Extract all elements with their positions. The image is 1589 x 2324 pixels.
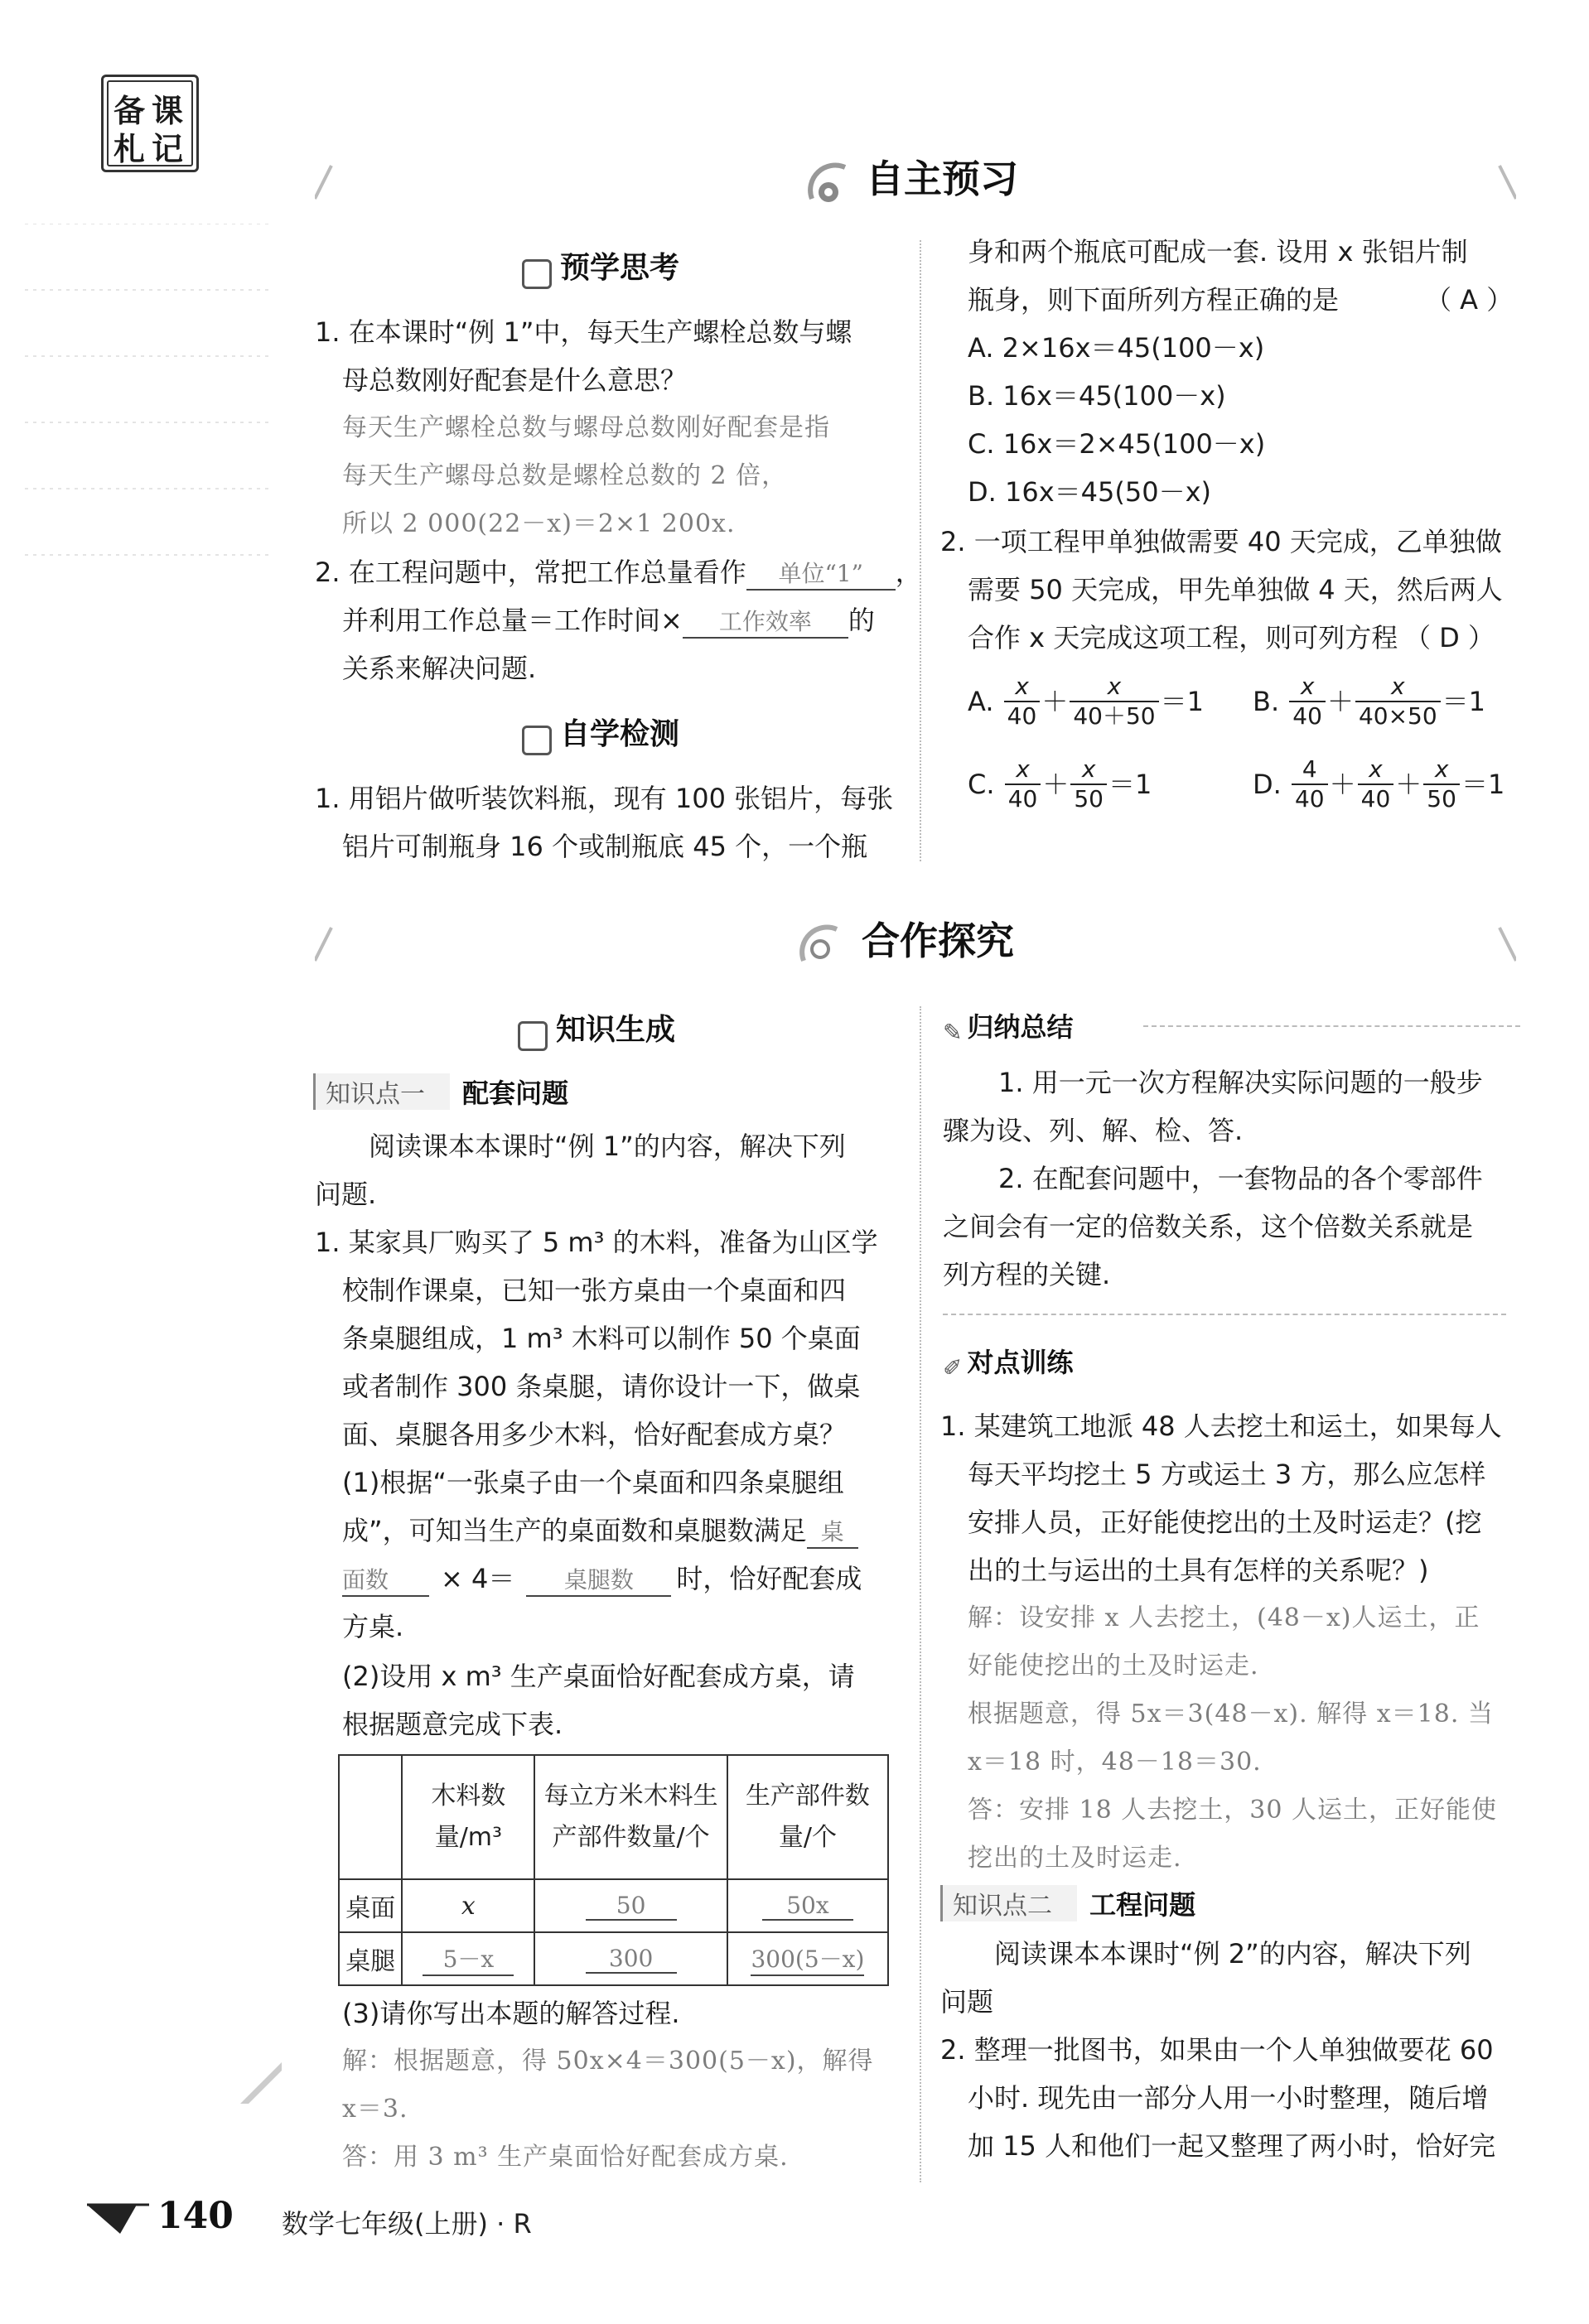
prestudy-q2-line2-text2: 的 <box>848 605 875 636</box>
kp1-p1-blank1a: 桌 <box>807 1517 858 1549</box>
fraction <box>1070 755 1107 813</box>
selfcheck-q1-answer: （ A ） <box>1425 284 1514 316</box>
numerator: x <box>1355 673 1441 702</box>
pencil-icon: ✎ <box>943 1019 963 1046</box>
kp1-intro-line1: 阅读课本本课时“例 1”的内容，解决下列 <box>369 1131 846 1162</box>
selfcheck-q1-line2: 铝片可制瓶身 16 个或制瓶底 45 个，一个瓶 <box>342 831 868 862</box>
stamp-logo <box>101 75 199 172</box>
denominator: 40 <box>1292 702 1322 730</box>
summary-heading-text: 归纳总结 <box>967 1011 1074 1043</box>
denominator: 40 <box>1007 702 1037 730</box>
kp1-p1-blank1b: 面数 <box>342 1565 429 1597</box>
kp1-intro-line2: 问题. <box>315 1179 377 1210</box>
stamp-char-1: 备 <box>114 93 146 129</box>
denominator: 50 <box>1427 785 1456 812</box>
fraction <box>1355 673 1441 730</box>
option-d-label: D. <box>1253 769 1282 800</box>
section1-title: 自主预习 <box>866 157 1018 201</box>
numerator: x <box>1358 755 1394 785</box>
selfcheck-heading <box>522 711 679 755</box>
training-q1-line3: 安排人员，正好能使挖出的土及时运走？(挖 <box>968 1507 1482 1538</box>
book-icon <box>522 259 552 289</box>
plus-sign: ＋ <box>1329 769 1356 800</box>
kp1-p3-ans2: x＝3. <box>342 2095 408 2124</box>
column-divider-2 <box>920 1006 921 2182</box>
section2-title: 合作探究 <box>862 919 1014 963</box>
kp1-p1-line3-text: × 4＝ <box>441 1563 515 1594</box>
option-b-label: B. <box>1253 686 1280 717</box>
equals-one: ＝1 <box>1160 686 1204 717</box>
kp1-p1-line2 <box>342 1507 858 1555</box>
prestudy-q1-line1: 1. 在本课时“例 1”中，每天生产螺栓总数与螺 <box>315 316 852 348</box>
book-title: 数学七年级(上册) · R <box>282 2208 532 2240</box>
kp1-p2-line2: 根据题意完成下表. <box>342 1709 563 1740</box>
kp1-q1-line5: 面、桌腿各用多少木料，恰好配套成方桌？ <box>342 1419 847 1450</box>
prestudy-a1-line3: 所以 2 000(22－x)＝2×1 200x. <box>342 509 736 538</box>
stamp-char-2: 课 <box>152 93 184 129</box>
knowledge-heading <box>518 1006 675 1051</box>
fraction <box>1070 673 1158 730</box>
fraction <box>1005 755 1041 813</box>
selfcheck-q1-line4: 瓶身，则下面所列方程正确的是 <box>968 284 1340 316</box>
fraction <box>1004 673 1041 730</box>
kp1-q1-line2: 校制作课桌，已知一张方桌由一个桌面和四 <box>342 1275 847 1306</box>
selfcheck-q2-option-b <box>1253 673 1485 730</box>
fraction <box>1358 755 1394 813</box>
prestudy-q2-blank1: 单位“1” <box>746 559 896 591</box>
kp1-p1-line1: (1)根据“一张桌子由一个桌面和四条桌腿组 <box>342 1467 844 1498</box>
selfcheck-q2-option-d <box>1253 755 1504 813</box>
pen-icon: ✐ <box>943 1354 963 1381</box>
parts-table <box>338 1754 889 1986</box>
kp1-p1-line2-text: 成”，可知当生产的桌面数和桌腿数满足 <box>342 1515 807 1546</box>
prestudy-q2-line1 <box>315 548 922 596</box>
numerator: x <box>1004 673 1041 702</box>
selfcheck-q2-line3: 合作 x 天完成这项工程，则可列方程 <box>968 622 1398 653</box>
equals-one: ＝1 <box>1442 686 1486 717</box>
plus-sign: ＋ <box>1395 769 1422 800</box>
kp1-label: 知识点一 <box>313 1073 450 1110</box>
summary-bottom-border <box>943 1314 1506 1315</box>
kp1-p1-blank2: 桌腿数 <box>526 1565 671 1597</box>
equals-one: ＝1 <box>1108 769 1152 800</box>
numerator: x <box>1070 755 1107 785</box>
kp1-q1-line3: 条桌腿组成，1 m³ 木料可以制作 50 个桌面 <box>342 1323 861 1354</box>
table-cell: 桌腿 <box>339 1932 402 1985</box>
denominator: 40 <box>1007 785 1038 812</box>
training-q1-line4: 出的土与运出的土具有怎样的关系呢？) <box>968 1555 1429 1586</box>
summary-p2-line3: 列方程的关键. <box>943 1259 1111 1290</box>
option-a-label: A. <box>968 686 994 717</box>
summary-p1-line1: 1. 用一元一次方程解决实际问题的一般步 <box>998 1067 1483 1098</box>
table-answer: 50x <box>762 1892 853 1921</box>
summary-top-border <box>1143 1025 1520 1027</box>
selfcheck-q2-answer: （ D ） <box>1404 622 1495 653</box>
summary-p2-line2: 之间会有一定的倍数关系，这个倍数关系就是 <box>943 1211 1474 1242</box>
selfcheck-q1-option-b: B. 16x＝45(100－x) <box>968 380 1226 412</box>
training-q1-line2: 每天平均挖土 5 方或运土 3 方，那么应怎样 <box>968 1459 1486 1490</box>
table-answer: 50 <box>586 1892 677 1921</box>
selfcheck-q2-option-c <box>968 755 1152 813</box>
table-header-cell <box>339 1755 402 1879</box>
kp1-q1-line1: 1. 某家具厂购买了 5 m³ 的木料，准备为山区学 <box>315 1227 878 1258</box>
column-divider-1 <box>920 240 921 861</box>
kp1-q1-line4: 或者制作 300 条桌腿，请你设计一下，做桌 <box>342 1371 861 1402</box>
selfcheck-q1-line1: 1. 用铝片做听装饮料瓶，现有 100 张铝片，每张 <box>315 783 894 814</box>
selfcheck-q2-option-a <box>968 673 1204 730</box>
training-q1-line1: 1. 某建筑工地派 48 人去挖土和运土，如果每人 <box>940 1410 1502 1442</box>
kp2-tag <box>940 1884 1195 1922</box>
prestudy-q1-line2: 母总数刚好配套是什么意思？ <box>342 364 688 396</box>
selfcheck-q2-line1: 2. 一项工程甲单独做需要 40 天完成，乙单独做 <box>940 526 1502 557</box>
numerator: x <box>1070 673 1158 702</box>
numerator: 4 <box>1292 755 1328 785</box>
fraction <box>1423 755 1460 813</box>
notebook-icon <box>518 1021 548 1051</box>
prestudy-a1-line2: 每天生产螺母总数是螺栓总数的 2 倍， <box>342 461 788 490</box>
kp2-q2-line2: 小时. 现先由一部分人用一小时整理，随后增 <box>968 2082 1489 2114</box>
kp2-q2-line1: 2. 整理一批图书，如果由一个人单独做要花 60 <box>940 2034 1494 2066</box>
selfcheck-q1-option-d: D. 16x＝45(50－x) <box>968 476 1211 508</box>
kp1-name: 配套问题 <box>462 1078 569 1109</box>
denominator: 40×50 <box>1358 702 1437 730</box>
table-cell <box>402 1932 534 1985</box>
prestudy-q2-text2: ， <box>895 557 922 588</box>
stamp-char-3: 札 <box>114 131 146 167</box>
training-heading-text: 对点训练 <box>967 1347 1074 1378</box>
selfcheck-heading-text: 自学检测 <box>560 717 680 751</box>
prestudy-q2-blank2: 工作效率 <box>683 607 848 639</box>
prestudy-q2-line2-text1: 并利用工作总量＝工作时间× <box>342 605 683 636</box>
selfcheck-q1-line3: 身和两个瓶底可配成一套. 设用 x 张铝片制 <box>968 236 1468 268</box>
plus-sign: ＋ <box>1042 769 1070 800</box>
table-cell <box>727 1932 888 1985</box>
plus-sign: ＋ <box>1041 686 1069 717</box>
numerator: x <box>1289 673 1326 702</box>
prestudy-q2-line3: 关系来解决问题. <box>342 653 537 684</box>
kp1-p2-line1: (2)设用 x m³ 生产桌面恰好配套成方桌，请 <box>342 1661 855 1692</box>
training-a1-line2: 好能使挖出的土及时运走. <box>968 1651 1259 1680</box>
stamp-char-4: 记 <box>152 131 184 167</box>
check-icon <box>522 726 552 755</box>
kp1-p1-line3 <box>342 1555 862 1603</box>
kp1-p1-line3-text2: 时，恰好配套成 <box>676 1563 862 1594</box>
kp2-name: 工程问题 <box>1089 1889 1196 1921</box>
prestudy-q2-text1: 2. 在工程问题中，常把工作总量看作 <box>315 557 746 588</box>
table-row <box>339 1932 888 1985</box>
kp1-p3-ans3: 答：用 3 m³ 生产桌面恰好配套成方桌. <box>342 2143 789 2172</box>
table-answer: 300(5－x) <box>751 1941 864 1976</box>
summary-p2-line1: 2. 在配套问题中，一套物品的各个零部件 <box>998 1163 1483 1194</box>
table-header-cell: 每立方米木料生产部件数量/个 <box>534 1755 727 1879</box>
training-a1-line1: 解：设安排 x 人去挖土，(48－x)人运土，正 <box>968 1603 1480 1632</box>
equals-one: ＝1 <box>1461 769 1505 800</box>
prestudy-heading <box>522 244 679 289</box>
denominator: 50 <box>1074 785 1104 812</box>
table-cell <box>534 1932 727 1985</box>
table-header-cell: 木料数量/m³ <box>402 1755 534 1879</box>
kp2-label: 知识点二 <box>940 1885 1077 1921</box>
kp2-q2-line3: 加 15 人和他们一起又整理了两小时，恰好完 <box>968 2130 1496 2162</box>
plus-sign: ＋ <box>1326 686 1354 717</box>
table-answer: 300 <box>586 1945 677 1974</box>
corner-decor <box>240 2062 282 2104</box>
prestudy-heading-text: 预学思考 <box>560 251 680 285</box>
training-a1-line5: 答：安排 18 人去挖土，30 人运土，正好能使 <box>968 1796 1497 1825</box>
selfcheck-q2-line2: 需要 50 天完成，甲先单独做 4 天，然后两人 <box>968 574 1503 605</box>
summary-heading <box>943 1006 1073 1046</box>
fraction <box>1289 673 1326 730</box>
table-cell: 桌面 <box>339 1879 402 1932</box>
prestudy-q2-line2 <box>342 596 875 644</box>
table-cell <box>534 1879 727 1932</box>
option-c-label: C. <box>968 769 995 800</box>
margin-note-lines <box>25 224 273 2129</box>
kp1-tag <box>313 1073 568 1111</box>
training-a1-line6: 挖出的土及时运走. <box>968 1844 1182 1873</box>
kp2-intro-line2: 问题 <box>940 1986 994 2018</box>
kp1-p1-line4: 方桌. <box>342 1611 404 1642</box>
knowledge-heading-text: 知识生成 <box>556 1013 676 1047</box>
training-a1-line3: 根据题意，得 5x＝3(48－x). 解得 x＝18. 当 <box>968 1700 1494 1729</box>
page-number: 140 <box>157 2195 234 2237</box>
kp1-p3-ans1: 解：根据题意，得 50x×4＝300(5－x)，解得 <box>342 2047 874 2076</box>
selfcheck-q1-option-a: A. 2×16x＝45(100－x) <box>968 332 1265 364</box>
denominator: 40 <box>1360 785 1391 812</box>
training-a1-line4: x＝18 时，48－18＝30. <box>968 1748 1262 1777</box>
fraction <box>1292 755 1328 813</box>
prestudy-a1-line1: 每天生产螺栓总数与螺母总数刚好配套是指 <box>342 413 830 442</box>
kp2-intro-line1: 阅读课本本课时“例 2”的内容，解决下列 <box>994 1938 1471 1970</box>
table-answer: 5－x <box>423 1941 514 1976</box>
denominator: 40 <box>1294 785 1325 812</box>
table-header-row <box>339 1755 888 1879</box>
numerator: x <box>1423 755 1460 785</box>
training-heading <box>943 1342 1073 1381</box>
selfcheck-q1-option-c: C. 16x＝2×45(100－x) <box>968 428 1266 460</box>
denominator: 40＋50 <box>1073 702 1156 730</box>
table-row <box>339 1879 888 1932</box>
kp1-p3-line1: (3)请你写出本题的解答过程. <box>342 1998 680 2029</box>
table-header-cell: 生产部件数量/个 <box>727 1755 888 1879</box>
table-cell: x <box>402 1879 534 1932</box>
summary-p1-line2: 骤为设、列、解、检、答. <box>943 1115 1244 1146</box>
numerator: x <box>1005 755 1041 785</box>
footer-decor <box>87 2196 153 2238</box>
table-cell <box>727 1879 888 1932</box>
